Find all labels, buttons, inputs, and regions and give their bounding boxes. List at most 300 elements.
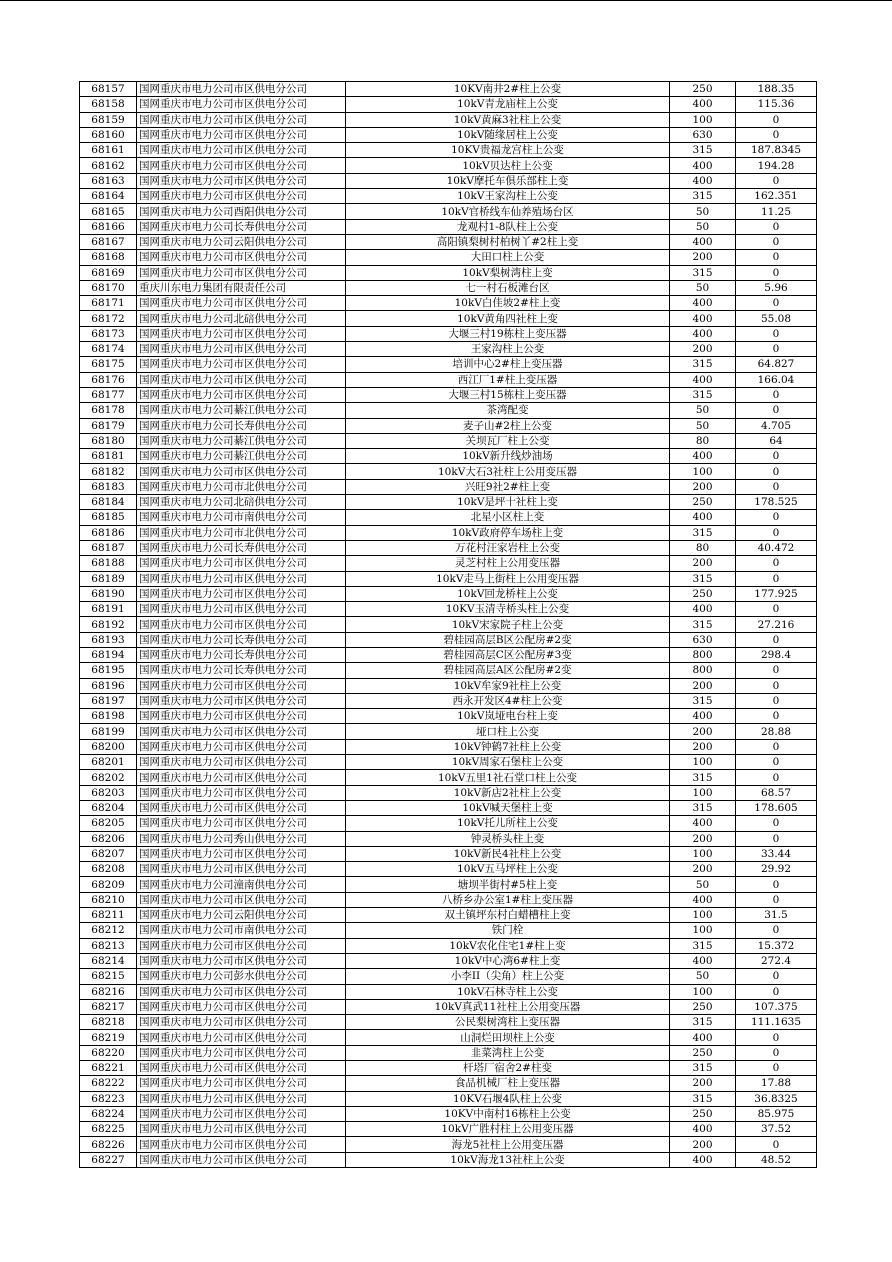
cell-transformer-name: 10kV青龙庙柱上公变 (346, 97, 670, 112)
cell-capacity: 400 (670, 158, 736, 173)
table-row (80, 296, 817, 311)
cell-organization: 国网重庆市电力公司市区供电分公司 (137, 999, 346, 1014)
table-row (80, 831, 817, 846)
table-row (80, 143, 817, 158)
cell-capacity: 400 (670, 510, 736, 525)
cell-value: 31.5 (736, 908, 817, 923)
cell-capacity: 100 (670, 923, 736, 938)
cell-transformer-name: 大田口柱上公变 (346, 250, 670, 265)
cell-transformer-name: 10kV真武11社柱上公用变压器 (346, 999, 670, 1014)
table-row (80, 770, 817, 785)
table-row (80, 556, 817, 571)
cell-id: 68223 (80, 1091, 137, 1106)
cell-capacity: 315 (670, 938, 736, 953)
cell-id: 68169 (80, 265, 137, 280)
cell-value: 187.8345 (736, 143, 817, 158)
cell-value: 11.25 (736, 204, 817, 219)
cell-id: 68188 (80, 556, 137, 571)
cell-value: 166.04 (736, 372, 817, 387)
cell-capacity: 315 (670, 525, 736, 540)
table-row (80, 495, 817, 510)
cell-value: 0 (736, 173, 817, 188)
cell-id: 68176 (80, 372, 137, 387)
cell-value: 27.216 (736, 617, 817, 632)
cell-id: 68219 (80, 1030, 137, 1045)
cell-value: 0 (736, 1030, 817, 1045)
cell-id: 68220 (80, 1045, 137, 1060)
cell-value: 0 (736, 602, 817, 617)
cell-transformer-name: 10kV宋家院子柱上公变 (346, 617, 670, 632)
cell-value: 0 (736, 984, 817, 999)
cell-organization: 国网重庆市电力公司市区供电分公司 (137, 127, 346, 142)
cell-transformer-name: 龙观村1-8队柱上公变 (346, 219, 670, 234)
table-row (80, 112, 817, 127)
cell-organization: 国网重庆市电力公司市区供电分公司 (137, 785, 346, 800)
cell-id: 68167 (80, 234, 137, 249)
table-row (80, 617, 817, 632)
cell-value: 55.08 (736, 311, 817, 326)
table-row (80, 739, 817, 754)
cell-value: 0 (736, 250, 817, 265)
cell-capacity: 250 (670, 586, 736, 601)
cell-capacity: 200 (670, 250, 736, 265)
cell-id: 68215 (80, 969, 137, 984)
table-row (80, 219, 817, 234)
cell-organization: 国网重庆市电力公司市北供电分公司 (137, 479, 346, 494)
table-row (80, 846, 817, 861)
cell-organization: 国网重庆市电力公司市区供电分公司 (137, 173, 346, 188)
cell-transformer-name: 碧桂园高层C区公配房#3变 (346, 647, 670, 662)
cell-capacity: 50 (670, 418, 736, 433)
cell-transformer-name: 杆塔厂宿舍2#柱变 (346, 1061, 670, 1076)
cell-id: 68218 (80, 1015, 137, 1030)
table-row (80, 464, 817, 479)
cell-organization: 国网重庆市电力公司市区供电分公司 (137, 1076, 346, 1091)
cell-organization: 国网重庆市电力公司市区供电分公司 (137, 1091, 346, 1106)
cell-transformer-name: 10KV中南村16栋柱上公变 (346, 1106, 670, 1121)
cell-organization: 国网重庆市电力公司市区供电分公司 (137, 571, 346, 586)
cell-value: 0 (736, 678, 817, 693)
table-row (80, 586, 817, 601)
cell-organization: 国网重庆市电力公司市区供电分公司 (137, 326, 346, 341)
cell-id: 68224 (80, 1106, 137, 1121)
cell-value: 0 (736, 326, 817, 341)
table-row (80, 877, 817, 892)
cell-transformer-name: 山洞烂田坝柱上公变 (346, 1030, 670, 1045)
cell-organization: 国网重庆市电力公司北碚供电分公司 (137, 495, 346, 510)
cell-value: 0 (736, 755, 817, 770)
table-body (80, 82, 817, 1168)
cell-transformer-name: 10kV周家石堡柱上公变 (346, 755, 670, 770)
cell-value: 178.525 (736, 495, 817, 510)
cell-organization: 国网重庆市电力公司市区供电分公司 (137, 953, 346, 968)
table-row (80, 387, 817, 402)
cell-id: 68207 (80, 846, 137, 861)
cell-id: 68200 (80, 739, 137, 754)
cell-capacity: 200 (670, 479, 736, 494)
cell-value: 0 (736, 831, 817, 846)
cell-transformer-name: 10kV牟家9社柱上公变 (346, 678, 670, 693)
cell-value: 0 (736, 265, 817, 280)
table-row (80, 433, 817, 448)
cell-organization: 国网重庆市电力公司市区供电分公司 (137, 1106, 346, 1121)
table-row (80, 938, 817, 953)
cell-organization: 国网重庆市电力公司市区供电分公司 (137, 617, 346, 632)
cell-organization: 国网重庆市电力公司市区供电分公司 (137, 602, 346, 617)
cell-transformer-name: 小李II（尖角）柱上公变 (346, 969, 670, 984)
cell-transformer-name: 10kV政府停车场柱上变 (346, 525, 670, 540)
cell-id: 68183 (80, 479, 137, 494)
cell-organization: 国网重庆市电力公司市区供电分公司 (137, 97, 346, 112)
data-table (79, 81, 817, 1168)
cell-organization: 国网重庆市电力公司綦江供电分公司 (137, 449, 346, 464)
cell-capacity: 200 (670, 678, 736, 693)
cell-organization: 国网重庆市电力公司北碚供电分公司 (137, 311, 346, 326)
cell-value: 115.36 (736, 97, 817, 112)
cell-transformer-name: 大堰三村19栋柱上变压器 (346, 326, 670, 341)
cell-capacity: 50 (670, 219, 736, 234)
cell-transformer-name: 10KV玉清寺桥头柱上公变 (346, 602, 670, 617)
cell-transformer-name: 七一村石板滩台区 (346, 280, 670, 295)
cell-organization: 国网重庆市电力公司市区供电分公司 (137, 1015, 346, 1030)
cell-transformer-name: 食品机械厂柱上变压器 (346, 1076, 670, 1091)
cell-id: 68157 (80, 82, 137, 97)
cell-transformer-name: 北星小区柱上变 (346, 510, 670, 525)
cell-organization: 国网重庆市电力公司市区供电分公司 (137, 892, 346, 907)
cell-transformer-name: 高阳镇梨树村柏树丫#2柱上变 (346, 234, 670, 249)
cell-transformer-name: 碧桂园高层A区公配房#2变 (346, 663, 670, 678)
table-row (80, 693, 817, 708)
table-row (80, 1076, 817, 1091)
cell-transformer-name: 10kV是坪十社柱上变 (346, 495, 670, 510)
cell-id: 68201 (80, 755, 137, 770)
cell-id: 68209 (80, 877, 137, 892)
table-row (80, 1030, 817, 1045)
cell-value: 29.92 (736, 862, 817, 877)
table-row (80, 97, 817, 112)
cell-capacity: 50 (670, 877, 736, 892)
table-row (80, 678, 817, 693)
cell-organization: 国网重庆市电力公司市区供电分公司 (137, 1137, 346, 1152)
cell-capacity: 100 (670, 755, 736, 770)
cell-organization: 国网重庆市电力公司市区供电分公司 (137, 739, 346, 754)
table-row (80, 647, 817, 662)
cell-transformer-name: 公民梨树湾柱上变压器 (346, 1015, 670, 1030)
table-row (80, 862, 817, 877)
table-row (80, 189, 817, 204)
cell-capacity: 800 (670, 663, 736, 678)
cell-id: 68159 (80, 112, 137, 127)
cell-capacity: 400 (670, 234, 736, 249)
cell-id: 68217 (80, 999, 137, 1014)
table-row (80, 403, 817, 418)
cell-capacity: 315 (670, 265, 736, 280)
cell-organization: 国网重庆市电力公司市区供电分公司 (137, 724, 346, 739)
cell-id: 68222 (80, 1076, 137, 1091)
cell-organization: 国网重庆市电力公司市南供电分公司 (137, 923, 346, 938)
table-row (80, 510, 817, 525)
cell-value: 272.4 (736, 953, 817, 968)
cell-id: 68202 (80, 770, 137, 785)
cell-organization: 国网重庆市电力公司长寿供电分公司 (137, 663, 346, 678)
cell-capacity: 400 (670, 1030, 736, 1045)
cell-value: 0 (736, 770, 817, 785)
cell-id: 68216 (80, 984, 137, 999)
cell-id: 68162 (80, 158, 137, 173)
cell-capacity: 250 (670, 82, 736, 97)
cell-transformer-name: 王家沟柱上公变 (346, 342, 670, 357)
cell-id: 68175 (80, 357, 137, 372)
cell-id: 68196 (80, 678, 137, 693)
table-row (80, 1152, 817, 1167)
cell-transformer-name: 10kV海龙13社柱上公变 (346, 1152, 670, 1167)
cell-id: 68161 (80, 143, 137, 158)
cell-value: 194.28 (736, 158, 817, 173)
cell-organization: 国网重庆市电力公司市区供电分公司 (137, 265, 346, 280)
cell-transformer-name: 10kV白佳坡2#柱上变 (346, 296, 670, 311)
cell-capacity: 400 (670, 97, 736, 112)
cell-id: 68198 (80, 709, 137, 724)
cell-organization: 国网重庆市电力公司市区供电分公司 (137, 693, 346, 708)
cell-organization: 国网重庆市电力公司酉阳供电分公司 (137, 204, 346, 219)
cell-capacity: 200 (670, 831, 736, 846)
cell-transformer-name: 10kV五里1社石堂口柱上公变 (346, 770, 670, 785)
cell-capacity: 100 (670, 464, 736, 479)
table-row (80, 984, 817, 999)
table-row (80, 1106, 817, 1121)
cell-id: 68158 (80, 97, 137, 112)
cell-organization: 国网重庆市电力公司市区供电分公司 (137, 82, 346, 97)
table-row (80, 908, 817, 923)
cell-transformer-name: 双土镇坪东村白蜡槽柱上变 (346, 908, 670, 923)
cell-value: 85.975 (736, 1106, 817, 1121)
cell-id: 68184 (80, 495, 137, 510)
cell-id: 68213 (80, 938, 137, 953)
cell-transformer-name: 10kV大石3社柱上公用变压器 (346, 464, 670, 479)
table-row (80, 1045, 817, 1060)
table-row (80, 173, 817, 188)
cell-id: 68173 (80, 326, 137, 341)
page-top-border (0, 0, 892, 1)
cell-id: 68165 (80, 204, 137, 219)
cell-value: 0 (736, 1045, 817, 1060)
cell-capacity: 400 (670, 449, 736, 464)
cell-capacity: 200 (670, 739, 736, 754)
cell-organization: 国网重庆市电力公司长寿供电分公司 (137, 219, 346, 234)
cell-capacity: 630 (670, 127, 736, 142)
cell-id: 68226 (80, 1137, 137, 1152)
cell-capacity: 400 (670, 326, 736, 341)
cell-value: 0 (736, 923, 817, 938)
cell-transformer-name: 10kV中心湾6#柱上变 (346, 953, 670, 968)
cell-organization: 国网重庆市电力公司彭水供电分公司 (137, 969, 346, 984)
cell-id: 68204 (80, 800, 137, 815)
cell-id: 68197 (80, 693, 137, 708)
cell-capacity: 100 (670, 984, 736, 999)
cell-organization: 重庆川东电力集团有限责任公司 (137, 280, 346, 295)
cell-organization: 国网重庆市电力公司市区供电分公司 (137, 709, 346, 724)
cell-capacity: 400 (670, 709, 736, 724)
cell-transformer-name: 塘坝半街村#5柱上变 (346, 877, 670, 892)
cell-organization: 国网重庆市电力公司市区供电分公司 (137, 800, 346, 815)
cell-capacity: 200 (670, 1076, 736, 1091)
cell-id: 68166 (80, 219, 137, 234)
cell-id: 68177 (80, 387, 137, 402)
cell-capacity: 315 (670, 1015, 736, 1030)
cell-organization: 国网重庆市电力公司长寿供电分公司 (137, 540, 346, 555)
cell-id: 68187 (80, 540, 137, 555)
cell-capacity: 630 (670, 632, 736, 647)
cell-capacity: 315 (670, 693, 736, 708)
table-row (80, 953, 817, 968)
cell-transformer-name: 10kV五马坪柱上公变 (346, 862, 670, 877)
cell-organization: 国网重庆市电力公司市区供电分公司 (137, 1061, 346, 1076)
cell-value: 162.351 (736, 189, 817, 204)
cell-value: 0 (736, 816, 817, 831)
cell-id: 68168 (80, 250, 137, 265)
cell-transformer-name: 10kV岚垭电台柱上变 (346, 709, 670, 724)
cell-value: 0 (736, 296, 817, 311)
cell-value: 4.705 (736, 418, 817, 433)
cell-transformer-name: 10KV贵福龙宫柱上公变 (346, 143, 670, 158)
cell-transformer-name: 10kV广胜村柱上公用变压器 (346, 1122, 670, 1137)
cell-capacity: 315 (670, 800, 736, 815)
cell-organization: 国网重庆市电力公司市区供电分公司 (137, 770, 346, 785)
cell-value: 15.372 (736, 938, 817, 953)
cell-capacity: 400 (670, 372, 736, 387)
cell-capacity: 80 (670, 540, 736, 555)
cell-organization: 国网重庆市电力公司市区供电分公司 (137, 1045, 346, 1060)
cell-organization: 国网重庆市电力公司云阳供电分公司 (137, 234, 346, 249)
cell-value: 28.88 (736, 724, 817, 739)
cell-value: 0 (736, 525, 817, 540)
cell-value: 178.605 (736, 800, 817, 815)
table-row (80, 127, 817, 142)
cell-id: 68186 (80, 525, 137, 540)
cell-capacity: 200 (670, 1137, 736, 1152)
cell-transformer-name: 10kV梨树湾柱上变 (346, 265, 670, 280)
cell-capacity: 315 (670, 357, 736, 372)
cell-value: 0 (736, 234, 817, 249)
cell-transformer-name: 10kV贝达柱上公变 (346, 158, 670, 173)
cell-transformer-name: 10kV随缘居柱上公变 (346, 127, 670, 142)
cell-id: 68211 (80, 908, 137, 923)
cell-value: 107.375 (736, 999, 817, 1014)
cell-capacity: 200 (670, 556, 736, 571)
cell-value: 0 (736, 969, 817, 984)
cell-transformer-name: 麦子山#2柱上公变 (346, 418, 670, 433)
cell-id: 68174 (80, 342, 137, 357)
cell-transformer-name: 万花村汪家岩柱上公变 (346, 540, 670, 555)
cell-transformer-name: 培训中心2#柱上变压器 (346, 357, 670, 372)
cell-transformer-name: 10KV石堰4队柱上公变 (346, 1091, 670, 1106)
cell-organization: 国网重庆市电力公司市区供电分公司 (137, 862, 346, 877)
cell-transformer-name: 茶湾配变 (346, 403, 670, 418)
table-row (80, 816, 817, 831)
table-row (80, 158, 817, 173)
cell-id: 68227 (80, 1152, 137, 1167)
cell-value: 33.44 (736, 846, 817, 861)
cell-organization: 国网重庆市电力公司长寿供电分公司 (137, 632, 346, 647)
table-row (80, 800, 817, 815)
cell-organization: 国网重庆市电力公司綦江供电分公司 (137, 403, 346, 418)
table-row (80, 632, 817, 647)
cell-organization: 国网重庆市电力公司长寿供电分公司 (137, 647, 346, 662)
cell-transformer-name: 大堰三村15栋柱上变压器 (346, 387, 670, 402)
cell-organization: 国网重庆市电力公司市区供电分公司 (137, 464, 346, 479)
cell-capacity: 50 (670, 204, 736, 219)
cell-capacity: 50 (670, 969, 736, 984)
cell-value: 0 (736, 877, 817, 892)
cell-capacity: 400 (670, 953, 736, 968)
cell-transformer-name: 10kV黄麻3社柱上公变 (346, 112, 670, 127)
cell-organization: 国网重庆市电力公司潼南供电分公司 (137, 877, 346, 892)
table-row (80, 969, 817, 984)
table-row (80, 1122, 817, 1137)
table-row (80, 418, 817, 433)
cell-organization: 国网重庆市电力公司市区供电分公司 (137, 984, 346, 999)
table-row (80, 265, 817, 280)
cell-organization: 国网重庆市电力公司市区供电分公司 (137, 556, 346, 571)
cell-transformer-name: 10kV回龙桥柱上公变 (346, 586, 670, 601)
cell-value: 111.1635 (736, 1015, 817, 1030)
table-row (80, 250, 817, 265)
cell-transformer-name: 10kV新店2社柱上公变 (346, 785, 670, 800)
cell-value: 298.4 (736, 647, 817, 662)
table-row (80, 326, 817, 341)
cell-value: 17.88 (736, 1076, 817, 1091)
table-row (80, 602, 817, 617)
cell-organization: 国网重庆市电力公司市区供电分公司 (137, 938, 346, 953)
cell-id: 68192 (80, 617, 137, 632)
cell-transformer-name: 八桥乡办公室1#柱上变压器 (346, 892, 670, 907)
table-row (80, 1091, 817, 1106)
cell-transformer-name: 10kV新民4社柱上公变 (346, 846, 670, 861)
cell-capacity: 315 (670, 770, 736, 785)
cell-value: 64.827 (736, 357, 817, 372)
cell-capacity: 200 (670, 862, 736, 877)
table-row (80, 234, 817, 249)
cell-organization: 国网重庆市电力公司市区供电分公司 (137, 1122, 346, 1137)
cell-organization: 国网重庆市电力公司市南供电分公司 (137, 510, 346, 525)
cell-id: 68160 (80, 127, 137, 142)
cell-capacity: 315 (670, 387, 736, 402)
cell-id: 68164 (80, 189, 137, 204)
cell-capacity: 200 (670, 342, 736, 357)
cell-value: 40.472 (736, 540, 817, 555)
cell-capacity: 400 (670, 311, 736, 326)
cell-id: 68163 (80, 173, 137, 188)
cell-capacity: 315 (670, 617, 736, 632)
cell-transformer-name: 10kV走马上街柱上公用变压器 (346, 571, 670, 586)
cell-value: 0 (736, 663, 817, 678)
cell-id: 68193 (80, 632, 137, 647)
cell-transformer-name: 兴旺9社2#柱上变 (346, 479, 670, 494)
cell-capacity: 400 (670, 1122, 736, 1137)
table-row (80, 311, 817, 326)
cell-organization: 国网重庆市电力公司长寿供电分公司 (137, 418, 346, 433)
cell-organization: 国网重庆市电力公司市区供电分公司 (137, 372, 346, 387)
cell-id: 68212 (80, 923, 137, 938)
table-row (80, 923, 817, 938)
table-row (80, 204, 817, 219)
cell-capacity: 250 (670, 495, 736, 510)
cell-organization: 国网重庆市电力公司市区供电分公司 (137, 678, 346, 693)
table-row (80, 724, 817, 739)
cell-id: 68170 (80, 280, 137, 295)
cell-capacity: 400 (670, 892, 736, 907)
table-row (80, 755, 817, 770)
